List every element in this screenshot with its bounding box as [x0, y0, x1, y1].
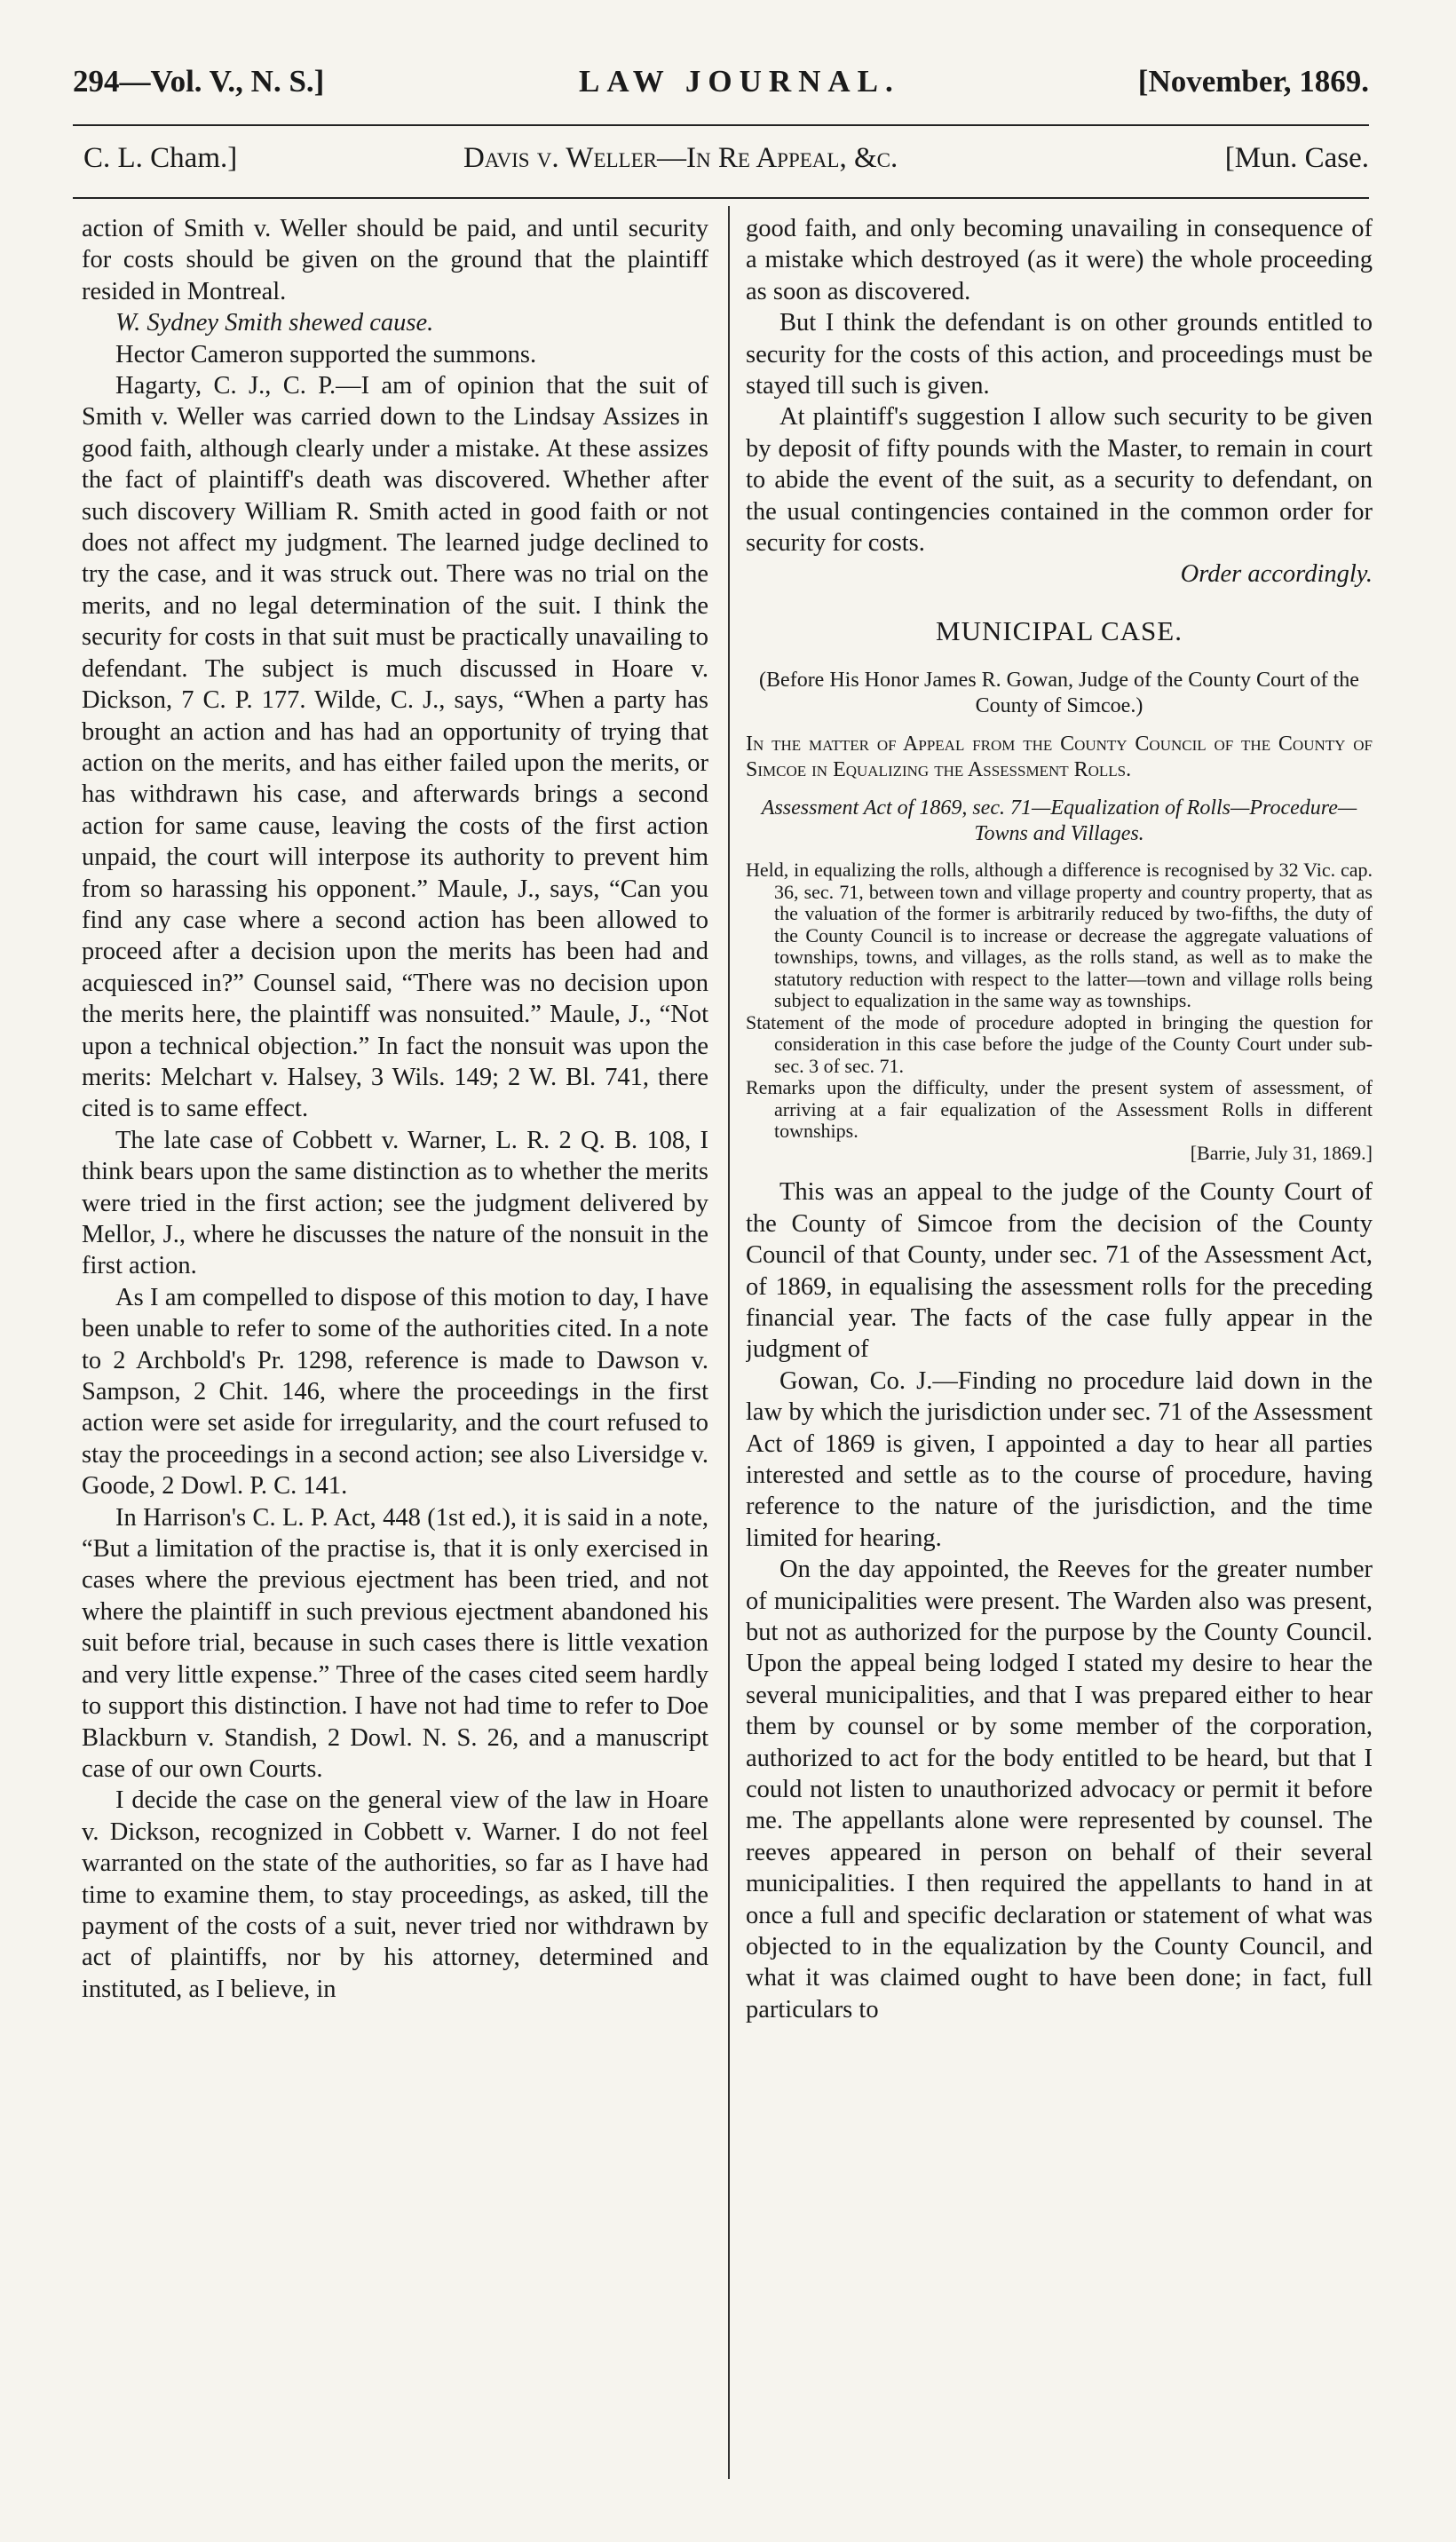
spacer	[746, 847, 1373, 859]
paragraph: At plaintiff's suggestion I allow such security to be given by deposit of fifty pounds with the Master, to remain in court to abide the event of the suit, as a security to defendant, on the usual contingencies contained in the common order for security for costs.	[746, 403, 1373, 558]
headnote-statement: Statement of the mode of procedure adopted in bringing the question for consideration in this case before the judge of the County Court under sub-sec. 3 of sec. 71.	[746, 1010, 1373, 1077]
paragraph: Hagarty, C. J., C. P.—I am of opinion that the suit of Smith v. Weller was carried down to the Lindsay Assizes in good faith, although clearly under a mistake. At these assizes the fact of plaintiff's death was discovered. Whether after such discovery William R. Smith acted in good faith or not does not affect my judgment. The learned judge declined to try the case, and it was struck out. There was no trial on the merits, and no legal determination of the suit. I think the security for costs in that suit must be practically unavailing to defendant. The subject is much discussed in Hoare v. Dickson, 7 C. P. 177. Wilde, C. J., says, “When a party has brought an action and has had an opportunity of trying that action on the merits, and has either failed upon the merits, or has withdrawn his case, and afterwards brings a second action for same cause, leaving the costs of the first action unpaid, the court will interpose its authority to prevent him from so harassing his opponent.” Maule, J., says, “Can you find any case where a second action has been allowed to proceed after a decision upon the merits has been had and acquiesced in?” Counsel said, “There was no decision upon the merits here, the plaintiff was nonsuited.” Maule, J., “Not upon a technical objection.” In fact the nonsuit was upon the merits: Melchart v. Halsey, 3 Wils. 149; 2 W. Bl. 741, there cited is to same effect.	[82, 372, 708, 1123]
issue-date: [November, 1869.	[1137, 64, 1369, 99]
paragraph: But I think the defendant is on other grounds entitled to security for the costs of this action, and proceedings must be stayed till such is given.	[746, 309, 1373, 400]
paragraph: In Harrison's C. L. P. Act, 448 (1st ed.), it is said in a note, “But a limitation of the practise is, that it is only exercised in cases where the previous ejectment has been tried, and not where the plaintiff in such previous ejectment abandoned his suit before trial, because in such cases there is little vexation and very little expense.” Three of the cases cited seem hardly to support this distinction. I have not had time to refer to Doe Blackburn v. Standish, 2 Dowl. N. S. 26, and a manuscript case of our own Courts.	[82, 1503, 708, 1783]
paragraph: good faith, and only becoming unavailing in consequence of a mistake which destroyed (as it were) the whole proceeding as soon as discovered.	[746, 215, 1373, 305]
case-header	[73, 142, 1369, 186]
headnote-held: Held, in equalizing the rolls, although a difference is recognised by 32 Vic. cap. 36, sec. 71, between town and village property and country property, that as the valuation of the former is arbitrarily reduced by two-fifths, the duty of the County Council is to increase or decrease the aggregate valuations of townships, towns, and villages, as the rolls stand, as well as to make the statutory reduction with respect to the latter—town and village rolls being subject to equalization in the same way as townships.	[746, 859, 1373, 1012]
paragraph: As I am compelled to dispose of this motion to day, I have been unable to refer to some of the authorities cited. In a note to 2 Archbold's Pr. 1298, reference is made to Dawson v. Sampson, 2 Chit. 146, where the proceedings in the first action were set aside for irregularity, and the court refused to stay the proceedings in a second action; see also Liversidge v. Goode, 2 Dowl. P. C. 141.	[82, 1283, 708, 1501]
volume-label: 294—Vol. V., N. S.]	[73, 64, 325, 99]
paragraph: The late case of Cobbett v. Warner, L. R. 2 Q. B. 108, I think bears upon the same distinction as to whether the merits were tried in the first action; see the judgment delivered by Mellor, J., where he discusses the nature of the nonsuit in the first action.	[82, 1126, 708, 1280]
dateline: [Barrie, July 31, 1869.]	[1190, 1141, 1373, 1164]
spacer	[746, 783, 1373, 796]
paragraph: I decide the case on the general view of the law in Hoare v. Dickson, recognized in Cobbett v. Warner. I do not feel warranted on the state of the authorities, so far as I have had time to examine them, to stay proceedings, as asked, till the payment of the costs of a suit, never tried nor withdrawn by act of plaintiffs, nor by his attorney, determined and instituted, as I believe, in	[82, 1786, 708, 2003]
right-column	[746, 213, 1373, 2468]
case-title: Davis v. Weller—In Re Appeal, &c.	[463, 142, 898, 174]
court-note: (Before His Honor James R. Gowan, Judge of the County Court of the County of Simcoe.)	[759, 669, 1359, 718]
journal-title: LAW JOURNAL.	[579, 64, 900, 99]
paragraph: action of Smith v. Weller should be paid, and until security for costs should be given on the ground that the plaintiff resided in Montreal.	[82, 215, 708, 305]
header-rule	[73, 124, 1369, 126]
order-line: Order accordingly.	[1180, 560, 1373, 589]
paragraph: On the day appointed, the Reeves for the greater number of municipalities were present. The Warden also was present, but not as authorized for the purpose by the County Council. Upon the appeal being lodged I stated my desire to hear the several municipalities, and that I was prepared either to hear them by counsel or by some member of the corporation, authorized to act for the body entitled to be heard, but that I could not listen to unauthorized advocacy or permit it before me. The appellants alone were represented by counsel. The reeves appeared in person on behalf of their several municipalities. I then required the appellants to hand in at once a full and specific declaration or statement of what was objected to in the equalization by the County Council, and what it was claimed ought to have been done; in fact, full particulars to	[746, 1556, 1373, 2023]
running-header	[73, 64, 1369, 114]
section-label: [Mun. Case.	[1224, 142, 1369, 174]
matter-title: In the matter of Appeal from the County Council of the County of Simcoe in Equalizing the Assessment Rolls.	[746, 733, 1373, 782]
section-heading: MUNICIPAL CASE.	[936, 614, 1183, 646]
headnote-remarks: Remarks upon the difficulty, under the present system of assessment, of arriving at a fair equalization of the Assessment Rolls in different townships.	[746, 1076, 1373, 1143]
paragraph: This was an appeal to the judge of the County Court of the County of Simcoe from the decision of the County Council of that County, under sec. 71 of the Assessment Act, of 1869, in equalising the assessment rolls for the preceding financial year. The facts of the case fully appear in the judgment of	[746, 1178, 1373, 1364]
paragraph: Hector Cameron supported the summons.	[115, 340, 537, 368]
court-label: C. L. Cham.]	[83, 142, 238, 174]
statute-line: Assessment Act of 1869, sec. 71—Equalization of Rolls—Procedure—Towns and Villages.	[761, 796, 1357, 846]
paragraph: Gowan, Co. J.—Finding no procedure laid down in the law by which the jurisdiction under sec. 71 of the Assessment Act of 1869 is given, I appointed a day to hear all parties interested and settle as to the course of procedure, having reference to the nature of the jurisdiction, and the time limited for hearing.	[746, 1366, 1373, 1552]
paragraph: W. Sydney Smith shewed cause.	[115, 309, 434, 337]
column-divider	[728, 206, 730, 2479]
case-header-rule	[73, 197, 1369, 199]
left-column	[82, 213, 708, 2468]
spacer	[746, 1164, 1373, 1176]
spacer	[746, 719, 1373, 732]
